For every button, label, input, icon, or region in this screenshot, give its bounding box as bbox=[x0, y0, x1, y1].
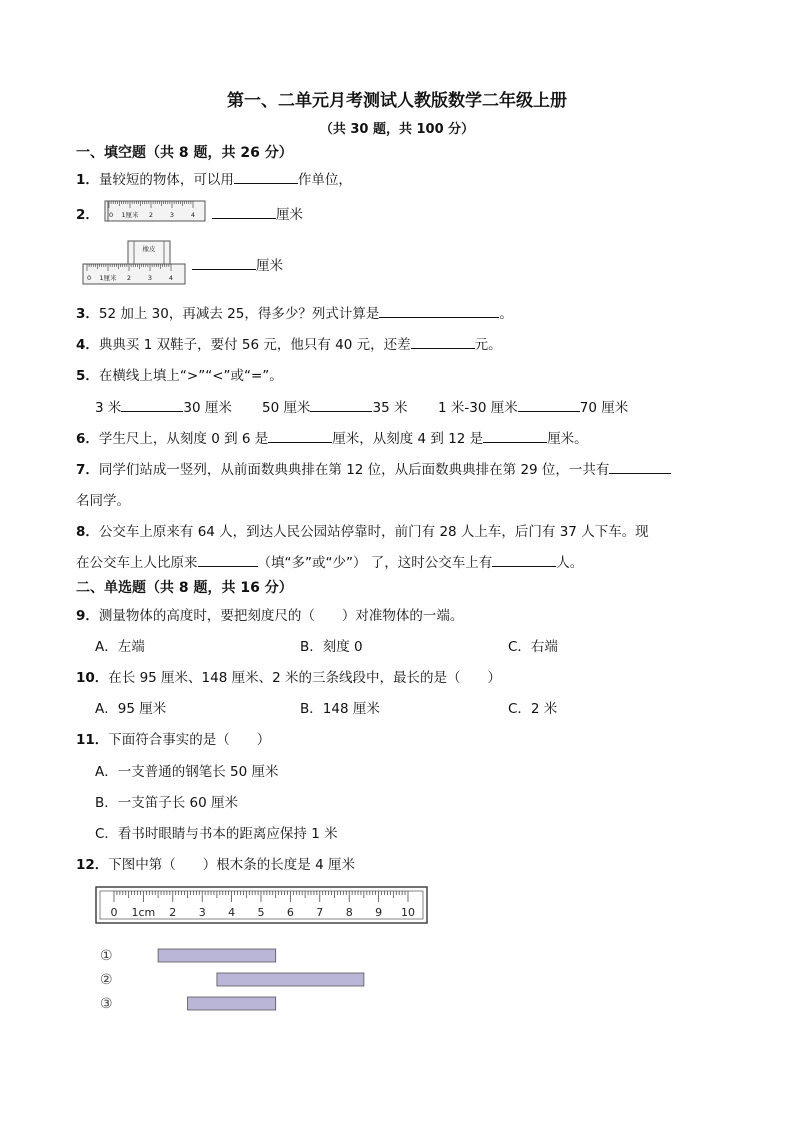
question-12-figure bbox=[92, 885, 432, 1020]
answer-blank[interactable] bbox=[379, 303, 499, 318]
ruler-tick-label: 2 bbox=[148, 211, 154, 219]
q10-option-c[interactable]: C．2 米 bbox=[508, 701, 558, 717]
answer-blank[interactable] bbox=[518, 397, 580, 412]
eraser-label: 橡皮 bbox=[142, 245, 156, 253]
ruler-tick-label: 5 bbox=[257, 906, 265, 919]
question-12: 12．下图中第（ ）根木条的长度是 4 厘米 bbox=[76, 857, 355, 873]
q9-option-a[interactable]: A．左端 bbox=[95, 639, 145, 655]
question-7-cont: 名同学。 bbox=[76, 493, 130, 509]
answer-blank[interactable] bbox=[411, 334, 475, 349]
ruler-tick-label: 1厘米 bbox=[121, 211, 139, 219]
answer-blank[interactable] bbox=[609, 459, 671, 474]
question-6: 6．学生尺上，从刻度 0 到 6 是 厘米，从刻度 4 到 12 是 厘米。 bbox=[76, 427, 588, 447]
ruler-tick-label: 6 bbox=[286, 906, 294, 919]
answer-blank[interactable] bbox=[492, 552, 556, 567]
q11-option-c[interactable]: C．看书时眼睛与书本的距离应保持 1 米 bbox=[95, 826, 338, 842]
wood-bar bbox=[158, 949, 276, 962]
ruler-2-with-eraser bbox=[82, 240, 188, 286]
ruler-tick-label: 3 bbox=[198, 906, 206, 919]
page-title: 第一、二单元月考测试人教版数学二年级上册 bbox=[227, 91, 567, 111]
answer-blank[interactable] bbox=[212, 204, 276, 219]
bar-label: ① bbox=[100, 948, 113, 964]
answer-blank[interactable] bbox=[121, 397, 183, 412]
ruler-tick-label: 9 bbox=[375, 906, 383, 919]
question-5-compare-3: 1 米-30 厘米 70 厘米 bbox=[438, 396, 628, 416]
question-10: 10．在长 95 厘米、148 厘米、2 米的三条线段中，最长的是（ ） bbox=[76, 670, 501, 686]
q10-option-b[interactable]: B．148 厘米 bbox=[300, 701, 380, 717]
section-heading-fill-blank: 一、填空题（共 8 题，共 26 分） bbox=[76, 145, 293, 161]
answer-blank[interactable] bbox=[268, 428, 332, 443]
page-subtitle: （共 30 题，共 100 分） bbox=[319, 122, 475, 137]
bar-label: ③ bbox=[100, 996, 113, 1012]
question-4: 4．典典买 1 双鞋子，要付 56 元，他只有 40 元，还差 元。 bbox=[76, 333, 502, 353]
question-2-num: 2． bbox=[76, 207, 99, 223]
q9-option-c[interactable]: C．右端 bbox=[508, 639, 558, 655]
question-7: 7．同学们站成一竖列，从前面数典典排在第 12 位，从后面数典典排在第 29 位，一共有 bbox=[76, 458, 671, 478]
ruler-1 bbox=[104, 197, 208, 225]
answer-blank[interactable] bbox=[310, 397, 372, 412]
ruler-tick-label: 2 bbox=[169, 906, 177, 919]
ruler-tick-label: 10 bbox=[401, 906, 415, 919]
answer-blank[interactable] bbox=[192, 255, 256, 270]
ruler-tick-label: 2 bbox=[126, 274, 132, 282]
question-2-answer-2: 厘米 bbox=[192, 254, 283, 274]
question-5-compare-1: 3 米 30 厘米 bbox=[95, 396, 232, 416]
answer-blank[interactable] bbox=[483, 428, 547, 443]
question-3: 3．52 加上 30，再减去 25，得多少？列式计算是 。 bbox=[76, 302, 513, 322]
ruler-tick-label: 8 bbox=[345, 906, 353, 919]
ruler-tick-label: 1cm bbox=[131, 906, 156, 919]
question-11: 11．下面符合事实的是（ ） bbox=[76, 732, 271, 748]
answer-blank[interactable] bbox=[234, 169, 298, 184]
question-8: 8．公交车上原来有 64 人，到达人民公园站停靠时，前门有 28 人上车，后门有 37 人下车。现 bbox=[76, 524, 649, 540]
question-2-answer-1: 厘米 bbox=[212, 203, 303, 223]
ruler-tick-label: 3 bbox=[147, 274, 153, 282]
ruler-tick-label: 1厘米 bbox=[99, 274, 117, 282]
bar-label: ② bbox=[100, 972, 113, 988]
ruler-tick-label: 3 bbox=[169, 211, 175, 219]
question-8-cont: 在公交车上人比原来 （填“多”或“少”） 了，这时公交车上有 人。 bbox=[76, 551, 583, 571]
question-5-compare-2: 50 厘米 35 米 bbox=[262, 396, 407, 416]
section-heading-single-choice: 二、单选题（共 8 题，共 16 分） bbox=[76, 580, 293, 596]
ruler-tick-label: 0 bbox=[109, 211, 114, 219]
question-9: 9．测量物体的高度时，要把刻度尺的（ ）对准物体的一端。 bbox=[76, 608, 464, 624]
wood-bar bbox=[188, 997, 276, 1010]
ruler-tick-label: 4 bbox=[168, 274, 174, 282]
question-5: 5．在横线上填上“>”“<”或“=”。 bbox=[76, 368, 283, 384]
ruler-tick-label: 0 bbox=[110, 906, 118, 919]
ruler-tick-label: 7 bbox=[316, 906, 324, 919]
q9-option-b[interactable]: B．刻度 0 bbox=[300, 639, 363, 655]
wood-bar bbox=[217, 973, 364, 986]
q11-option-a[interactable]: A．一支普通的钢笔长 50 厘米 bbox=[95, 764, 279, 780]
ruler-tick-label: 4 bbox=[190, 211, 196, 219]
q11-option-b[interactable]: B．一支笛子长 60 厘米 bbox=[95, 795, 239, 811]
ruler-tick-label: 4 bbox=[228, 906, 236, 919]
q10-option-a[interactable]: A．95 厘米 bbox=[95, 701, 167, 717]
question-1: 1．量较短的物体，可以用 作单位， bbox=[76, 168, 352, 188]
answer-blank[interactable] bbox=[198, 552, 258, 567]
ruler-tick-label: 0 bbox=[87, 274, 92, 282]
